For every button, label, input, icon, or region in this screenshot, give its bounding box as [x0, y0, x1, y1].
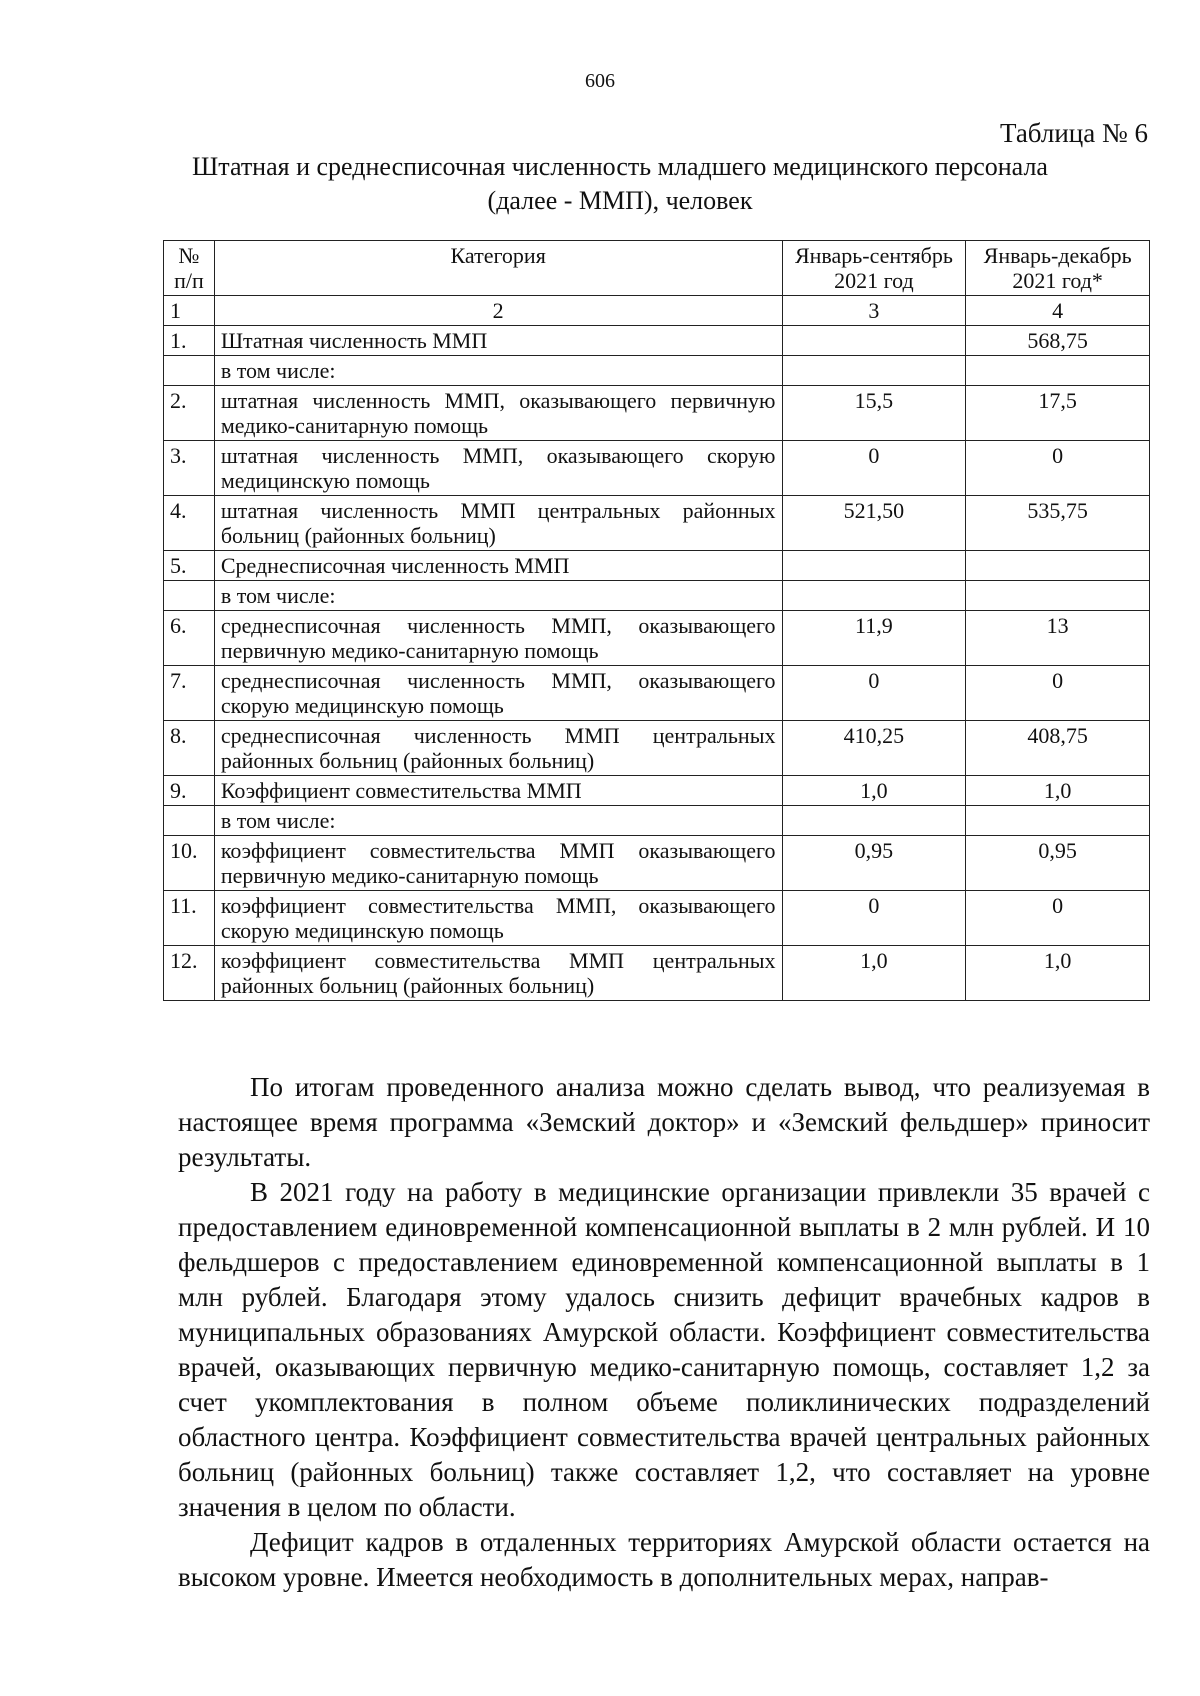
- row-value-jan-sep: 521,50: [782, 496, 966, 551]
- row-value-jan-dec: 0: [966, 441, 1150, 496]
- paragraph: Дефицит кадров в отдаленных территориях Амурской области остается на высоком уровне. Имеется необходимость в дополнительных мерах, направ-: [178, 1527, 1150, 1592]
- row-value-jan-dec: 535,75: [966, 496, 1150, 551]
- page-number: 606: [585, 70, 615, 92]
- column-number-row: [164, 296, 1150, 326]
- row-number: 2.: [164, 386, 215, 441]
- paragraph: В 2021 году на работу в медицинские организации привлекли 35 врачей с предоставлением единовременной компенсационной выплаты в 2 млн рублей. И 10 фельдшеров с предоставлением единовременной компенсационной выплаты в 1 млн рублей. Благодаря этому удалось снизить дефицит врачебных кадров в муниципальных образованиях Амурской области. Коэффициент совместительства врачей, оказывающих первичную медико-санитарную помощь, составляет 1,2 за счет укомплектования в полном объеме поликлинических подразделений областного центра. Коэффициент совместительства врачей центральных районных больниц (районных больниц) также составляет 1,2, что составляет на уровне значения в целом по области.: [178, 1177, 1150, 1522]
- table-body: [164, 326, 1150, 1001]
- row-value-jan-sep: 0: [782, 666, 966, 721]
- table-row: [164, 441, 1150, 496]
- row-number: 6.: [164, 611, 215, 666]
- row-category: коэффициент совместительства ММП центральных районных больниц (районных больниц): [214, 946, 782, 1001]
- row-category: среднесписочная численность ММП центральных районных больниц (районных больниц): [214, 721, 782, 776]
- row-value-jan-sep: [782, 326, 966, 356]
- table-row: [164, 611, 1150, 666]
- row-category: в том числе:: [214, 581, 782, 611]
- column-number: 3: [782, 296, 966, 326]
- row-number: 7.: [164, 666, 215, 721]
- row-value-jan-sep: [782, 551, 966, 581]
- row-value-jan-sep: 0: [782, 891, 966, 946]
- row-number: 4.: [164, 496, 215, 551]
- table-row: [164, 386, 1150, 441]
- column-number: 4: [966, 296, 1150, 326]
- row-number: 8.: [164, 721, 215, 776]
- row-value-jan-sep: 11,9: [782, 611, 966, 666]
- table-row: [164, 356, 1150, 386]
- row-value-jan-dec: [966, 581, 1150, 611]
- row-value-jan-dec: 0: [966, 891, 1150, 946]
- row-category: штатная численность ММП центральных районных больниц (районных больниц): [214, 496, 782, 551]
- row-value-jan-sep: [782, 581, 966, 611]
- row-category: Штатная численность ММП: [214, 326, 782, 356]
- staff-table: [163, 240, 1150, 1001]
- paragraph: По итогам проведенного анализа можно сделать вывод, что реализуемая в настоящее время программа «Земский доктор» и «Земский фельдшер» приносит результаты.: [178, 1072, 1150, 1172]
- row-value-jan-sep: 0,95: [782, 836, 966, 891]
- row-value-jan-sep: 1,0: [782, 946, 966, 1001]
- table-title: Штатная и среднесписочная численность младшего медицинского персонала (далее - ММП), человек: [192, 152, 1048, 215]
- row-value-jan-dec: 17,5: [966, 386, 1150, 441]
- row-category: среднесписочная численность ММП, оказывающего скорую медицинскую помощь: [214, 666, 782, 721]
- row-value-jan-dec: 13: [966, 611, 1150, 666]
- table-row: [164, 891, 1150, 946]
- row-number: 9.: [164, 776, 215, 806]
- row-category: коэффициент совместительства ММП, оказывающего скорую медицинскую помощь: [214, 891, 782, 946]
- row-number: 12.: [164, 946, 215, 1001]
- table-row: [164, 496, 1150, 551]
- row-value-jan-dec: [966, 356, 1150, 386]
- row-number: 1.: [164, 326, 215, 356]
- header-category: Категория: [214, 241, 782, 296]
- header-jan-dec: Январь-декабрь 2021 год*: [966, 241, 1150, 296]
- row-value-jan-dec: [966, 551, 1150, 581]
- row-number: 11.: [164, 891, 215, 946]
- table-header-row: [164, 241, 1150, 296]
- row-value-jan-dec: 408,75: [966, 721, 1150, 776]
- header-num: № п/п: [164, 241, 215, 296]
- row-category: в том числе:: [214, 356, 782, 386]
- row-value-jan-sep: 0: [782, 441, 966, 496]
- table-row: [164, 946, 1150, 1001]
- row-category: штатная численность ММП, оказывающего первичную медико-санитарную помощь: [214, 386, 782, 441]
- body-text: [178, 1070, 1150, 1595]
- row-value-jan-sep: 1,0: [782, 776, 966, 806]
- row-value-jan-dec: 0,95: [966, 836, 1150, 891]
- column-number: 1: [164, 296, 215, 326]
- row-number: [164, 581, 215, 611]
- row-category: Среднесписочная численность ММП: [214, 551, 782, 581]
- table-row: [164, 806, 1150, 836]
- table-label: Таблица № 6: [1000, 118, 1148, 148]
- table-row: [164, 581, 1150, 611]
- row-value-jan-dec: 568,75: [966, 326, 1150, 356]
- table-row: [164, 326, 1150, 356]
- row-value-jan-sep: [782, 806, 966, 836]
- row-number: [164, 356, 215, 386]
- row-category: в том числе:: [214, 806, 782, 836]
- row-value-jan-sep: 410,25: [782, 721, 966, 776]
- row-value-jan-sep: 15,5: [782, 386, 966, 441]
- row-category: коэффициент совместительства ММП оказывающего первичную медико-санитарную помощь: [214, 836, 782, 891]
- row-number: 3.: [164, 441, 215, 496]
- row-category: Коэффициент совместительства ММП: [214, 776, 782, 806]
- table-row: [164, 551, 1150, 581]
- row-category: среднесписочная численность ММП, оказывающего первичную медико-санитарную помощь: [214, 611, 782, 666]
- column-number: 2: [214, 296, 782, 326]
- row-number: [164, 806, 215, 836]
- table-row: [164, 721, 1150, 776]
- row-number: 10.: [164, 836, 215, 891]
- row-number: 5.: [164, 551, 215, 581]
- table-row: [164, 666, 1150, 721]
- table-row: [164, 836, 1150, 891]
- header-jan-sep: Январь-сентябрь 2021 год: [782, 241, 966, 296]
- row-category: штатная численность ММП, оказывающего скорую медицинскую помощь: [214, 441, 782, 496]
- row-value-jan-sep: [782, 356, 966, 386]
- row-value-jan-dec: 0: [966, 666, 1150, 721]
- row-value-jan-dec: [966, 806, 1150, 836]
- row-value-jan-dec: 1,0: [966, 946, 1150, 1001]
- row-value-jan-dec: 1,0: [966, 776, 1150, 806]
- table-row: [164, 776, 1150, 806]
